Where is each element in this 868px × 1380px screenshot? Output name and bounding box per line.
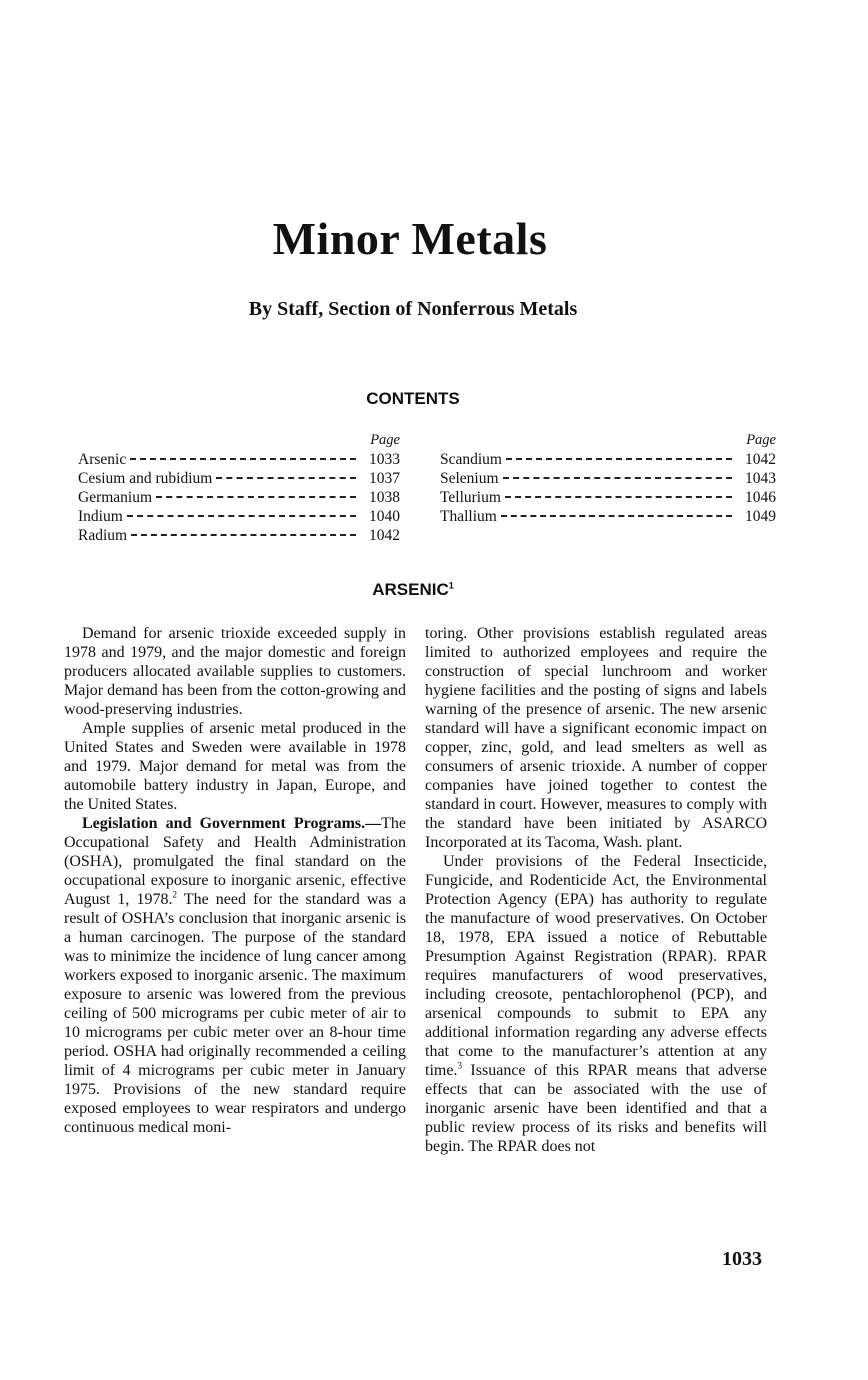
page-title: Minor Metals xyxy=(272,213,548,264)
toc-entry-page: 1049 xyxy=(745,508,776,525)
toc-entry-page: 1037 xyxy=(369,470,400,487)
toc-entry-page: 1040 xyxy=(369,508,400,525)
body-column-left xyxy=(64,624,406,1137)
toc-leader xyxy=(130,458,356,460)
toc-entry-name: Germanium xyxy=(78,489,153,506)
toc-leader xyxy=(501,515,732,517)
toc-entry-name: Scandium xyxy=(440,451,502,468)
toc-entry-radium xyxy=(78,526,400,545)
toc-right-column xyxy=(440,430,776,526)
paragraph-text: Under provisions of the Federal Insecticide, Fungicide, and Rodenticide Act, the Environmental Protection Agency (EPA) has authority to regulate the manufacture of wood preservatives. On October 18, 1978, EPA issued a notice of Rebuttable Presumption Against Registration (RPAR). RPAR requires manufacturers of wood preservatives, including creosote, pentachlorophenol (PCP), and arsenical compounds to submit to EPA any additional information regarding any adverse effects that come to the manufacturer’s attention at any time. xyxy=(425,853,767,1079)
paragraph: toring. Other provisions establish regulated areas limited to authorized employees and require the construction of special lunchroom and worker hygiene facilities and the posting of signs and labels warning of the presence of arsenic. The new arsenic standard will have a significant economic impact on copper, zinc, gold, and lead smelters as well as consumers of arsenic trioxide. A number of copper companies have joined together to contest the standard in court. However, measures to comply with the standard have been initiated by ASARCO Incorporated at its Tacoma, Wash. plant. xyxy=(425,625,767,851)
toc-entry-selenium xyxy=(440,469,776,488)
toc-entry-name: Radium xyxy=(78,527,128,544)
paragraph xyxy=(64,814,406,1137)
toc-leader xyxy=(216,477,356,479)
contents-heading: CONTENTS xyxy=(366,389,460,408)
toc-leader xyxy=(506,458,732,460)
toc-entry-thallium xyxy=(440,507,776,526)
toc-leader xyxy=(503,477,732,479)
toc-entry-name: Cesium and rubidium xyxy=(78,470,213,487)
toc-entry-tellurium xyxy=(440,488,776,507)
footnote-mark: 3 xyxy=(457,1060,462,1071)
section-heading xyxy=(0,580,826,600)
byline: By Staff, Section of Nonferrous Metals xyxy=(248,298,578,320)
section-heading-text: ARSENIC xyxy=(372,580,449,599)
toc-leader xyxy=(505,496,732,498)
paragraph: Ample supplies of arsenic metal produced in the United States and Sweden were available in 1978 and 1979. Major demand for metal was from the automobile battery industry in Japan, Europe, and the United States. xyxy=(64,720,406,813)
toc-page-label: Page xyxy=(746,432,776,448)
toc-entry-arsenic xyxy=(78,450,400,469)
toc-entry-name: Arsenic xyxy=(78,451,127,468)
toc-entry-page: 1033 xyxy=(369,451,400,468)
toc-entry-cesium-and-rubidium xyxy=(78,469,400,488)
paragraph-text: Issuance of this RPAR means that adverse effects that can be associated with the use of inorganic arsenic have been identified and that a public review process of its risks and benefits will begin. The RPAR does not xyxy=(425,1062,767,1155)
toc-entry-page: 1043 xyxy=(745,470,776,487)
toc-entry-name: Tellurium xyxy=(440,489,501,506)
page-number: 1033 xyxy=(722,1248,762,1270)
toc-left-column xyxy=(78,430,400,545)
toc-entry-scandium xyxy=(440,450,776,469)
toc-entry-page: 1046 xyxy=(745,489,776,506)
toc-entry-page: 1042 xyxy=(369,527,400,544)
paragraph: Demand for arsenic trioxide exceeded supply in 1978 and 1979, and the major domestic and foreign producers allocated available supplies to customers. Major demand has been from the cotton-growing and wood-preserving industries. xyxy=(64,625,406,718)
toc-page-label: Page xyxy=(370,432,400,448)
run-in-heading: Legislation and Government Programs.— xyxy=(82,815,382,832)
footnote-mark: 2 xyxy=(172,889,177,900)
toc-entry-name: Thallium xyxy=(440,508,497,525)
toc-entry-page: 1042 xyxy=(745,451,776,468)
toc-entry-name: Selenium xyxy=(440,470,499,487)
toc-entry-name: Indium xyxy=(78,508,123,525)
toc-leader xyxy=(156,496,356,498)
footnote-mark: 1 xyxy=(448,580,454,591)
paragraph-text: The Occupational Safety and Health Administration (OSHA), promulgated the final standard on the occupational exposure to inorganic arsenic, effective August 1, 1978. xyxy=(64,815,406,908)
paragraph-text: The need for the standard was a result of OSHA’s conclusion that inorganic arsenic is a human carcinogen. The purpose of the standard was to minimize the incidence of lung cancer among workers exposed to inorganic arsenic. The maximum exposure to arsenic was lowered from the previous ceiling of 500 micrograms per cubic meter of air to 10 micrograms per cubic meter over an 8-hour time period. OSHA had originally recommended a ceiling limit of 4 micrograms per cubic meter in January 1975. Provisions of the new standard require exposed employees to wear respirators and undergo continuous medical moni- xyxy=(64,891,406,1136)
body-column-right xyxy=(425,624,767,1156)
toc-leader xyxy=(127,515,356,517)
toc-entry-indium xyxy=(78,507,400,526)
toc-entry-germanium xyxy=(78,488,400,507)
toc-entry-page: 1038 xyxy=(369,489,400,506)
paragraph xyxy=(425,852,767,1156)
toc-leader xyxy=(131,534,356,536)
